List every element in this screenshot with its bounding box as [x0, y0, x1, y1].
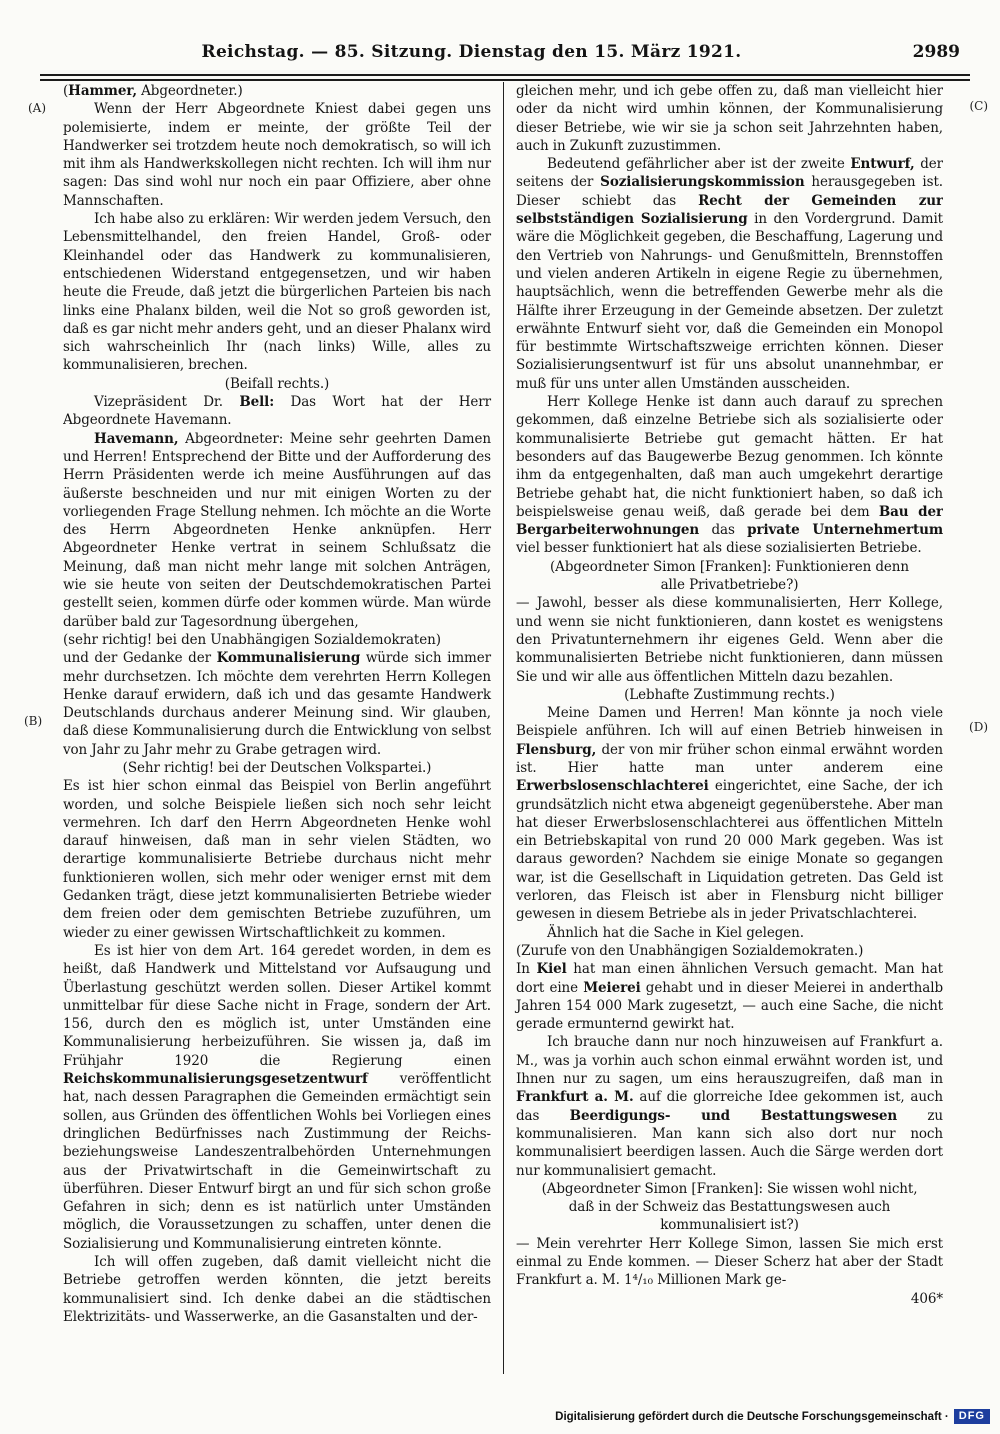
paragraph	[63, 430, 491, 631]
text-segment: Es ist hier von dem Art. 164 geredet worden, in dem es heißt, daß Handwerk und Mittelstand vor Aufsaugung und Überlastung geschützt werden sollen. Dieser Artikel kommt unmittelbar für diese Sache nicht in Frage, sondern der Art. 156, durch den es möglich ist, unter Umständen eine Kommunalisierung herbeizuführen. Sie wissen ja, daß im Frühjahr 1920 die Regierung einen	[63, 942, 491, 1069]
text-segment: Abgeordneter.)	[136, 83, 243, 99]
text-segment: Meine Damen und Herren! Man könnte ja noch viele Beispiele anführen. Ich will auf einen Betrieb hinweisen in	[516, 705, 943, 740]
margin-marker-c: (C)	[969, 99, 988, 113]
paragraph	[63, 393, 491, 430]
emphasized-text: Kiel	[536, 961, 567, 978]
emphasized-text: Flensburg,	[516, 741, 597, 758]
paragraph	[63, 942, 491, 1253]
session-title: Reichstag. — 85. Sitzung. Dienstag den 15. März 1921.	[201, 42, 742, 62]
digitization-note: Digitalisierung gefördert durch die Deutsche Forschungsgemeinschaft ·	[555, 1410, 949, 1423]
emphasized-text: Meierei	[583, 979, 641, 996]
stage-direction	[63, 375, 491, 393]
text-segment: Ich brauche dann nur noch hinzuweisen auf Frankfurt a. M., was ja vorhin auch schon einmal erwähnt worden ist, und Ihnen nur zu sagen, um eins herauszugreifen, daß man in	[516, 1034, 943, 1088]
emphasized-text: Sozialisierungskommission	[600, 174, 805, 191]
paragraph	[516, 704, 943, 924]
text-segment: Es ist hier schon einmal das Beispiel von Berlin angeführt worden, und solche Beispiele ließen sich noch sehr leicht vermehren. Ich darf den Herrn Abgeordneten Henke wohl darauf hinweisen, daß man in sehr vielen Städten, wo derartige kommunalisierte Betriebe durchaus nicht mehr funktionieren wollen, sich mehr oder weniger ernst mit dem Gedanken trägt, diese jetzt kommunalisierten Betriebe wieder dem freien oder dem gemischten Betriebe zuzuführen, um wieder zu einer gewissen Wirtschaftlichkeit zu kommen.	[63, 778, 491, 941]
paragraph	[516, 924, 943, 942]
paragraph	[63, 100, 491, 210]
text-segment: hat man einen ähnlichen Versuch gemacht. Man hat dort eine	[516, 961, 943, 996]
stage-direction	[516, 686, 943, 704]
left-column-body	[63, 100, 491, 1326]
margin-marker-a: (A)	[28, 101, 47, 115]
page-header	[63, 42, 960, 68]
stage-direction	[516, 558, 943, 595]
emphasized-text: private Unternehmertum	[747, 522, 943, 539]
text-segment: das	[699, 522, 748, 539]
emphasized-text: Bau der Bergarbeiterwohnungen	[516, 503, 943, 539]
text-segment: 406*	[910, 1290, 943, 1307]
text-segment: Bedeutend gefährlicher aber ist der zweite	[547, 156, 851, 173]
text-segment: Ich habe also zu erklären: Wir werden jedem Versuch, den Lebensmittelhandel, den freien Handel, Groß- oder Kleinhandel oder das Handwerk zu kommunalisieren, entschiedenen Widerstand entgegensetzen, und wir haben heute die Freude, daß jetzt die bürgerlichen Parteien bis nach links eine Phalanx bilden, weil die Not so groß geworden ist, daß es gar nicht mehr anders geht, und an dieser Phalanx wird sich wahrscheinlich Ihr (nach links) Wille, alles zu kommunalisieren, brechen.	[63, 211, 491, 374]
text-columns	[63, 82, 943, 1374]
left-column	[63, 82, 503, 1374]
stage-direction	[63, 759, 491, 777]
text-segment: Ähnlich hat die Sache in Kiel gelegen.	[547, 924, 804, 941]
text-segment: auf die glorreiche Idee gekommen ist, auch das	[516, 1089, 943, 1124]
text-segment: — Jawohl, besser als diese kommunalisierten, Herr Kollege, und wenn sie nicht funktionieren, dann kostet es wenigstens den Privatunternehmern ihr eigenes Geld. Wenn aber die kommunalisierten Betriebe nicht funktionieren, dann müssen Sie und wir alle aus öffentlichen Mitteln dazu bezahlen.	[516, 595, 943, 685]
paragraph	[516, 960, 943, 1033]
paragraph	[516, 1235, 943, 1290]
paragraph	[516, 155, 943, 393]
emphasized-text: Bell:	[239, 394, 275, 411]
paragraph	[516, 1033, 943, 1179]
paragraph	[516, 393, 943, 558]
paragraph	[63, 1253, 491, 1326]
text-segment: eingerichtet, eine Sache, der ich grundsätzlich nicht etwa abgeneigt gegenüberstehe. Aber man hat dieser Erwerbslosenschlachterei aus öffentlichen Mitteln ein Betriebskapital von rund 20 000 Mark gegeben. Was ist daraus geworden? Nachdem sie einige Monate so gegangen war, ist die Gesellschaft in Liquidation getreten. Das Geld ist verloren, das Fleisch ist aber in Flensburg nicht billiger gewesen in diesem Betriebe als in jeder Privatschlachterei.	[516, 778, 943, 923]
paragraph	[63, 210, 491, 375]
text-segment: Vizepräsident Dr.	[94, 394, 240, 411]
text-segment: (Abgeordneter Simon [Franken]: Funktionieren denn alle Privatbetriebe?)	[550, 558, 909, 594]
text-segment: in den Vordergrund. Damit wäre die Möglichkeit gegeben, die Beschaffung, Lagerung und den Vertrieb von Nahrungs- und Genußmitteln, Brennstoffen und vielen anderen Artikeln in eigene Regie zu übernehmen, hauptsächlich, wenn die betreffenden Gewerbe mehr als die Hälfte ihrer Erzeugung in der Gemeinde absetzen. Der zuletzt erwähnte Entwurf sieht vor, daß die Gemeinden ein Monopol für bestimmte Wirtschaftszweige errichten können. Dieser Sozialisierungsentwurf ist für uns absolut unannehmbar, er muß für uns unter allen Umständen ausscheiden.	[516, 211, 943, 392]
text-segment: veröffentlicht hat, nach dessen Paragraphen die Gemeinden ermächtigt sein sollen, aus Gründen des öffentlichen Wohls bei Vorliegen eines dringlichen Bedürfnisses nach Zustimmung der Reichs- beziehungsweise Landeszentralbehörden Unternehmungen aus der Privatwirtschaft in die Gemeinwirtschaft zu überführen. Dieser Entwurf birgt an und für sich schon große Gefahren in sich; denn es ist natürlich unter Umständen möglich, die Voraussetzungen zu schaffen, unter denen die Sozialisierung und Kommunalisierung eintreten könnte.	[63, 1071, 491, 1252]
speaker-continuation-note	[63, 82, 491, 100]
stage-direction	[516, 1180, 943, 1235]
paragraph	[63, 777, 491, 942]
right-column-body	[516, 82, 943, 1308]
text-segment: (Zurufe von den Unabhängigen Sozialdemokraten.)	[516, 942, 864, 959]
text-segment: der seitens der	[516, 156, 943, 191]
paragraph	[516, 594, 943, 685]
margin-marker-d: (D)	[969, 720, 988, 734]
right-column	[503, 82, 943, 1374]
emphasized-text: Hammer,	[68, 83, 137, 99]
text-segment: (Sehr richtig! bei der Deutschen Volkspartei.)	[122, 759, 432, 776]
paragraph	[516, 82, 943, 155]
text-segment: Herr Kollege Henke ist dann auch darauf zu sprechen gekommen, daß einzelne Betriebe sich als sozialisierte oder kommunalisierte Betriebe gut gemacht hätten. Er hat besonders auf das Baugewerbe Bezug genommen. Ich könnte ihm da entgegenhalten, daß man auch umgekehrt derartige Betriebe gehabt hat, die nicht funktioniert haben, so daß ich beispielsweise genau weiß, daß gerade bei dem	[516, 394, 943, 520]
emphasized-text: Kommunalisierung	[216, 650, 361, 667]
text-segment: zu kommunalisieren. Man kann sich also dort nur noch kommunalisiert beerdigen lassen. Auch die Särge werden dort nur kommunalisiert gemacht.	[516, 1107, 943, 1179]
emphasized-text: Havemann,	[94, 430, 179, 447]
emphasized-text: Beerdigungs- und Bestattungswesen	[569, 1107, 898, 1124]
text-segment: herausgegeben ist. Dieser schiebt das	[516, 174, 943, 209]
emphasized-text: Frankfurt a. M.	[516, 1089, 634, 1106]
dfg-logo: DFG	[954, 1409, 990, 1424]
text-segment: und der Gedanke der	[63, 650, 217, 667]
text-segment: gehabt und in dieser Meierei in anderthalb Jahren 154 000 Mark zugesetzt, — auch eine Sache, die nicht gerade ermunternd gewirkt hat.	[516, 979, 943, 1033]
text-segment: Abgeordneter: Meine sehr geehrten Damen und Herren! Entsprechend der Bitte und der Aufforderung des Herrn Präsidenten werde ich meine Ausführungen auf das äußerste beschneiden und nur mit einigen Worten zu der vorliegenden Frage Stellung nehmen. Ich möchte an die Worte des Herrn Abgeordneten Henke anknüpfen. Herr Abgeordneter Henke vertrat in seinem Schlußsatz die Meinung, daß man nicht mehr lange mit solchen Anträgen, wie sie heute von seiten der Deutschdemokratischen Partei gestellt seien, kommen dürfe oder kommen würde. Man würde darüber bald zur Tagesordnung übergehen,	[63, 430, 491, 630]
margin-marker-b: (B)	[24, 714, 43, 728]
text-segment: gleichen mehr, und ich gebe offen zu, daß man vielleicht hier oder da nicht wird umhin können, der Kommunalisierung dieser Betriebe, wie wir sie ja schon seit Jahrzehnten haben, auch in Zukunft zuzustimmen.	[516, 83, 943, 154]
text-segment: Das Wort hat der Herr Abgeordnete Havemann.	[63, 394, 491, 429]
text-segment: Wenn der Herr Abgeordnete Kniest dabei gegen uns polemisierte, indem er meinte, der größte Teil der Handwerker sei trotzdem heute noch demokratisch, so will ich mit ihm als Handwerkskollegen nicht rechten. Ich will ihm nur sagen: Das sind wohl nur noch ein paar Offiziere, aber ohne Mannschaften.	[63, 101, 491, 209]
text-segment: (Abgeordneter Simon [Franken]: Sie wissen wohl nicht, daß in der Schweiz das Bestattungswesen auch kommunalisiert ist?)	[541, 1180, 918, 1234]
text-segment: (	[63, 83, 69, 99]
paragraph	[516, 942, 943, 960]
text-segment: würde sich immer mehr durchsetzen. Ich möchte dem verehrten Herrn Kollegen Henke darauf erwidern, daß ich und das gesamte Handwerk Deutschlands durchaus anderer Meinung sind. Wir glauben, daß diese Kommunalisierung durch die Entwicklung von selbst von Jahr zu Jahr mehr zu Grabe getragen wird.	[63, 650, 491, 758]
emphasized-text: Reichskommunalisierungsgesetzentwurf	[63, 1071, 368, 1088]
text-segment: (Beifall rechts.)	[224, 375, 330, 392]
emphasized-text: Recht der Gemeinden zur selbstständigen Sozialisierung	[516, 192, 943, 228]
emphasized-text: Erwerbslosenschlachterei	[516, 778, 709, 795]
page-number: 2989	[912, 42, 960, 62]
text-segment: In	[516, 961, 537, 978]
paragraph	[63, 649, 491, 759]
digitization-footer	[555, 1409, 990, 1424]
text-segment: der von mir früher schon einmal erwähnt worden ist. Hier hatte man unter anderem eine	[516, 741, 943, 776]
emphasized-text: Entwurf,	[850, 156, 915, 173]
text-segment: (sehr richtig! bei den Unabhängigen Sozialdemokraten)	[63, 631, 441, 648]
paragraph	[516, 1290, 943, 1308]
text-segment: viel besser funktioniert hat als diese sozialisierten Betriebe.	[516, 540, 922, 557]
text-segment: Ich will offen zugeben, daß damit vielleicht nicht die Betriebe getroffen werden könnten, die jetzt bereits kommunalisiert sind. Ich denke dabei an die städtischen Elektrizitäts- und Wasserwerke, an die Gasanstalten und der-	[63, 1254, 491, 1325]
header-divider-rule	[40, 74, 970, 81]
paragraph	[63, 631, 491, 649]
text-segment: (Lebhafte Zustimmung rechts.)	[624, 686, 835, 703]
text-segment: — Mein verehrter Herr Kollege Simon, lassen Sie mich erst einmal zu Ende kommen. — Dieser Scherz hat aber der Stadt Frankfurt a. M. 1⁴/₁₀ Millionen Mark ge-	[516, 1235, 943, 1289]
